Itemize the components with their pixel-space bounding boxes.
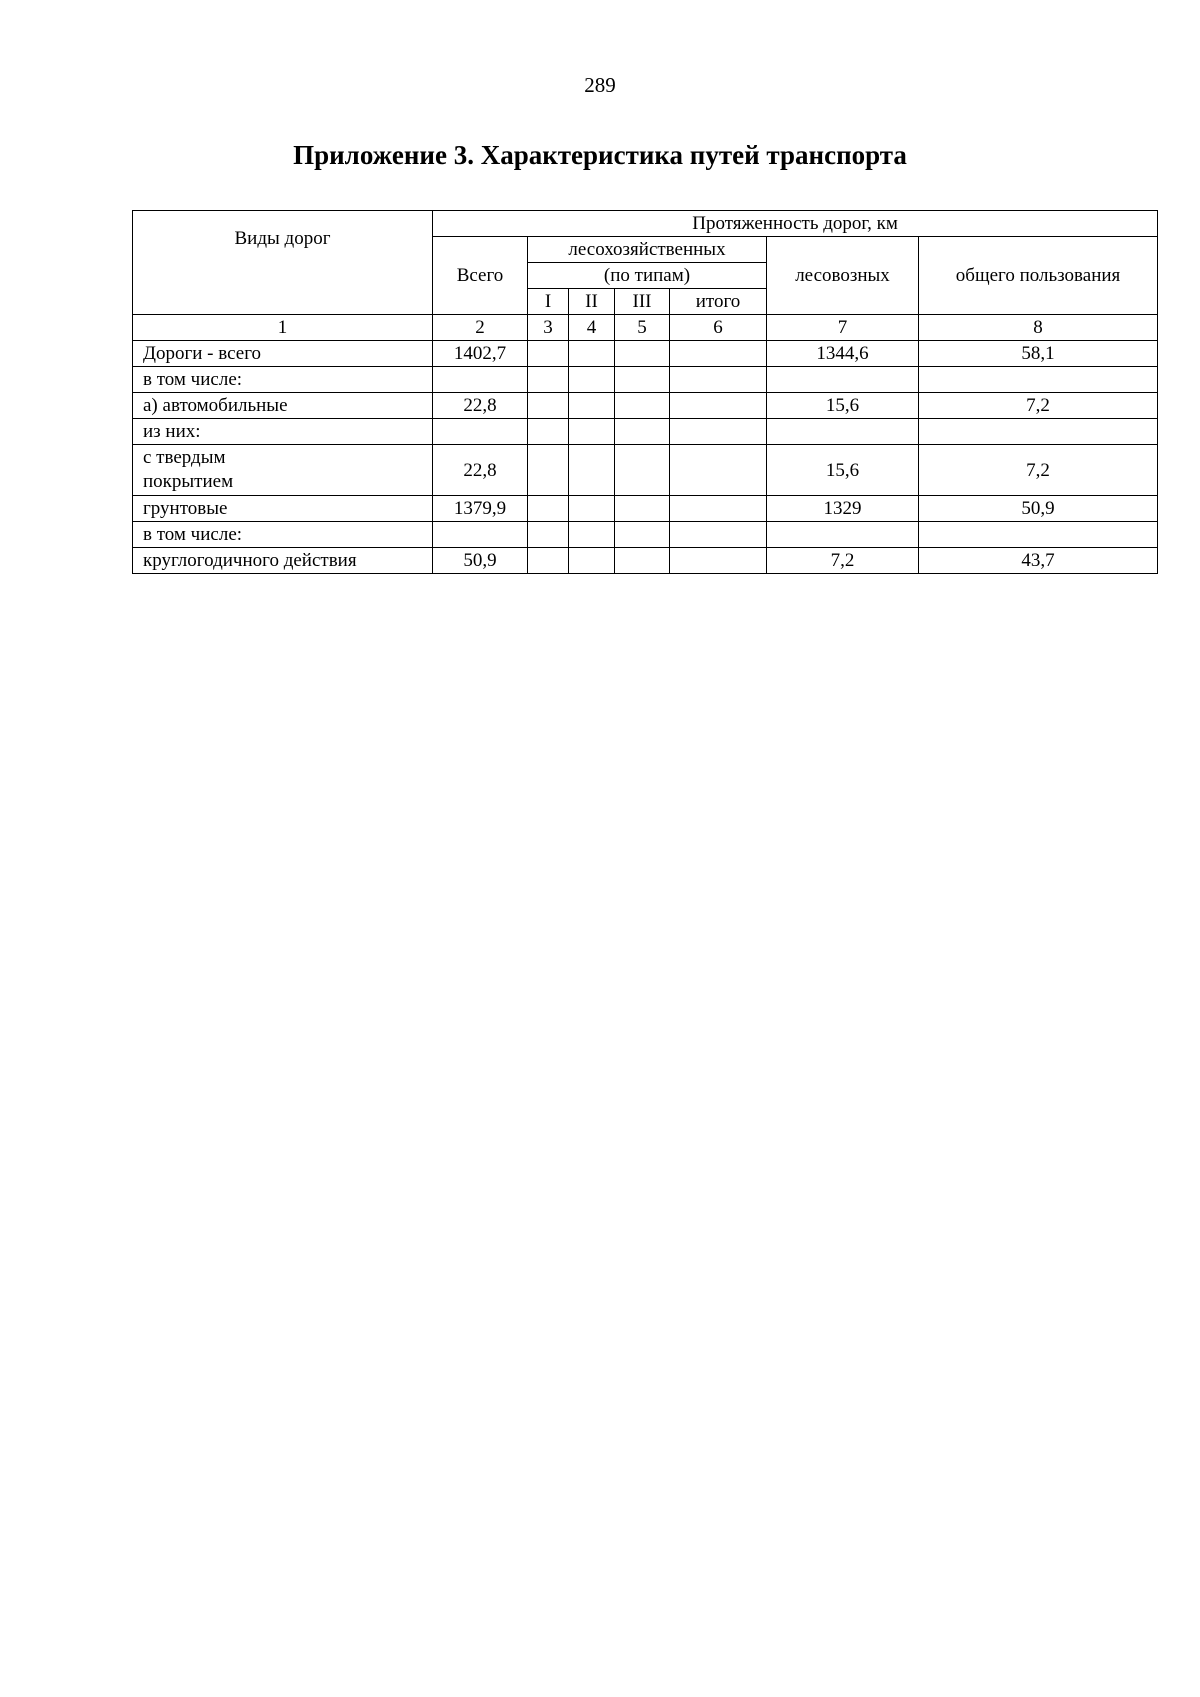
header-type-2: II — [569, 289, 615, 315]
row-name: грунтовые — [133, 496, 433, 522]
cell-type-3 — [615, 445, 670, 496]
cell-subtotal — [670, 445, 767, 496]
column-number: 1 — [133, 315, 433, 341]
row-name: из них: — [133, 419, 433, 445]
header-timber: лесовозных — [767, 237, 919, 315]
road-characteristics-table — [132, 210, 1158, 574]
cell-subtotal — [670, 522, 767, 548]
page-title: Приложение 3. Характеристика путей транспорта — [293, 140, 907, 170]
cell-timber — [767, 522, 919, 548]
cell-public: 58,1 — [919, 341, 1158, 367]
cell-type-1 — [528, 367, 569, 393]
header-total: Всего — [433, 237, 528, 315]
column-number: 6 — [670, 315, 767, 341]
cell-total: 50,9 — [433, 548, 528, 574]
cell-type-1 — [528, 341, 569, 367]
column-number: 8 — [919, 315, 1158, 341]
cell-subtotal — [670, 341, 767, 367]
cell-type-1 — [528, 548, 569, 574]
header-road-types: Виды дорог — [133, 211, 433, 315]
cell-total — [433, 522, 528, 548]
cell-type-1 — [528, 419, 569, 445]
cell-type-3 — [615, 419, 670, 445]
header-subtotal: итого — [670, 289, 767, 315]
cell-subtotal — [670, 393, 767, 419]
cell-type-2 — [569, 445, 615, 496]
table-row — [133, 548, 1158, 574]
cell-type-1 — [528, 496, 569, 522]
cell-timber — [767, 419, 919, 445]
cell-total: 1379,9 — [433, 496, 528, 522]
row-name: в том числе: — [133, 367, 433, 393]
cell-timber — [767, 367, 919, 393]
cell-total: 22,8 — [433, 445, 528, 496]
cell-timber: 1344,6 — [767, 341, 919, 367]
table-row — [133, 445, 1158, 496]
cell-timber: 15,6 — [767, 393, 919, 419]
cell-total: 1402,7 — [433, 341, 528, 367]
table-row — [133, 393, 1158, 419]
cell-type-2 — [569, 341, 615, 367]
column-number: 2 — [433, 315, 528, 341]
column-number: 4 — [569, 315, 615, 341]
cell-type-2 — [569, 393, 615, 419]
cell-subtotal — [670, 367, 767, 393]
row-name-text: с твердым покрытием — [143, 447, 234, 492]
cell-subtotal — [670, 548, 767, 574]
cell-type-3 — [615, 393, 670, 419]
cell-public: 7,2 — [919, 445, 1158, 496]
header-public: общего пользования — [919, 237, 1158, 315]
cell-subtotal — [670, 419, 767, 445]
cell-type-3 — [615, 548, 670, 574]
cell-subtotal — [670, 496, 767, 522]
cell-type-1 — [528, 393, 569, 419]
row-name — [133, 445, 433, 496]
cell-type-3 — [615, 496, 670, 522]
cell-total — [433, 419, 528, 445]
row-name: Дороги - всего — [133, 341, 433, 367]
column-number: 7 — [767, 315, 919, 341]
cell-public — [919, 419, 1158, 445]
cell-public: 50,9 — [919, 496, 1158, 522]
cell-type-3 — [615, 367, 670, 393]
header-forestry-line2: (по типам) — [528, 263, 767, 289]
table-row — [133, 341, 1158, 367]
cell-type-1 — [528, 522, 569, 548]
header-length-group: Протяженность дорог, км — [433, 211, 1158, 237]
header-type-1: I — [528, 289, 569, 315]
cell-type-3 — [615, 522, 670, 548]
cell-total: 22,8 — [433, 393, 528, 419]
table-row — [133, 367, 1158, 393]
column-numbers-row — [133, 315, 1158, 341]
cell-public — [919, 522, 1158, 548]
cell-type-1 — [528, 445, 569, 496]
cell-timber: 15,6 — [767, 445, 919, 496]
cell-public: 43,7 — [919, 548, 1158, 574]
cell-public: 7,2 — [919, 393, 1158, 419]
header-forestry-line1: лесохозяйственных — [528, 237, 767, 263]
cell-type-3 — [615, 341, 670, 367]
column-number: 3 — [528, 315, 569, 341]
row-name: круглогодичного действия — [133, 548, 433, 574]
cell-public — [919, 367, 1158, 393]
cell-type-2 — [569, 522, 615, 548]
cell-timber: 1329 — [767, 496, 919, 522]
cell-type-2 — [569, 496, 615, 522]
column-number: 5 — [615, 315, 670, 341]
table-row — [133, 496, 1158, 522]
table-row — [133, 419, 1158, 445]
cell-type-2 — [569, 548, 615, 574]
row-name: а) автомобильные — [133, 393, 433, 419]
cell-type-2 — [569, 367, 615, 393]
cell-total — [433, 367, 528, 393]
row-name: в том числе: — [133, 522, 433, 548]
cell-timber: 7,2 — [767, 548, 919, 574]
page-number: 289 — [584, 73, 616, 97]
cell-type-2 — [569, 419, 615, 445]
header-type-3: III — [615, 289, 670, 315]
header-row-1 — [133, 211, 1158, 237]
table-row — [133, 522, 1158, 548]
